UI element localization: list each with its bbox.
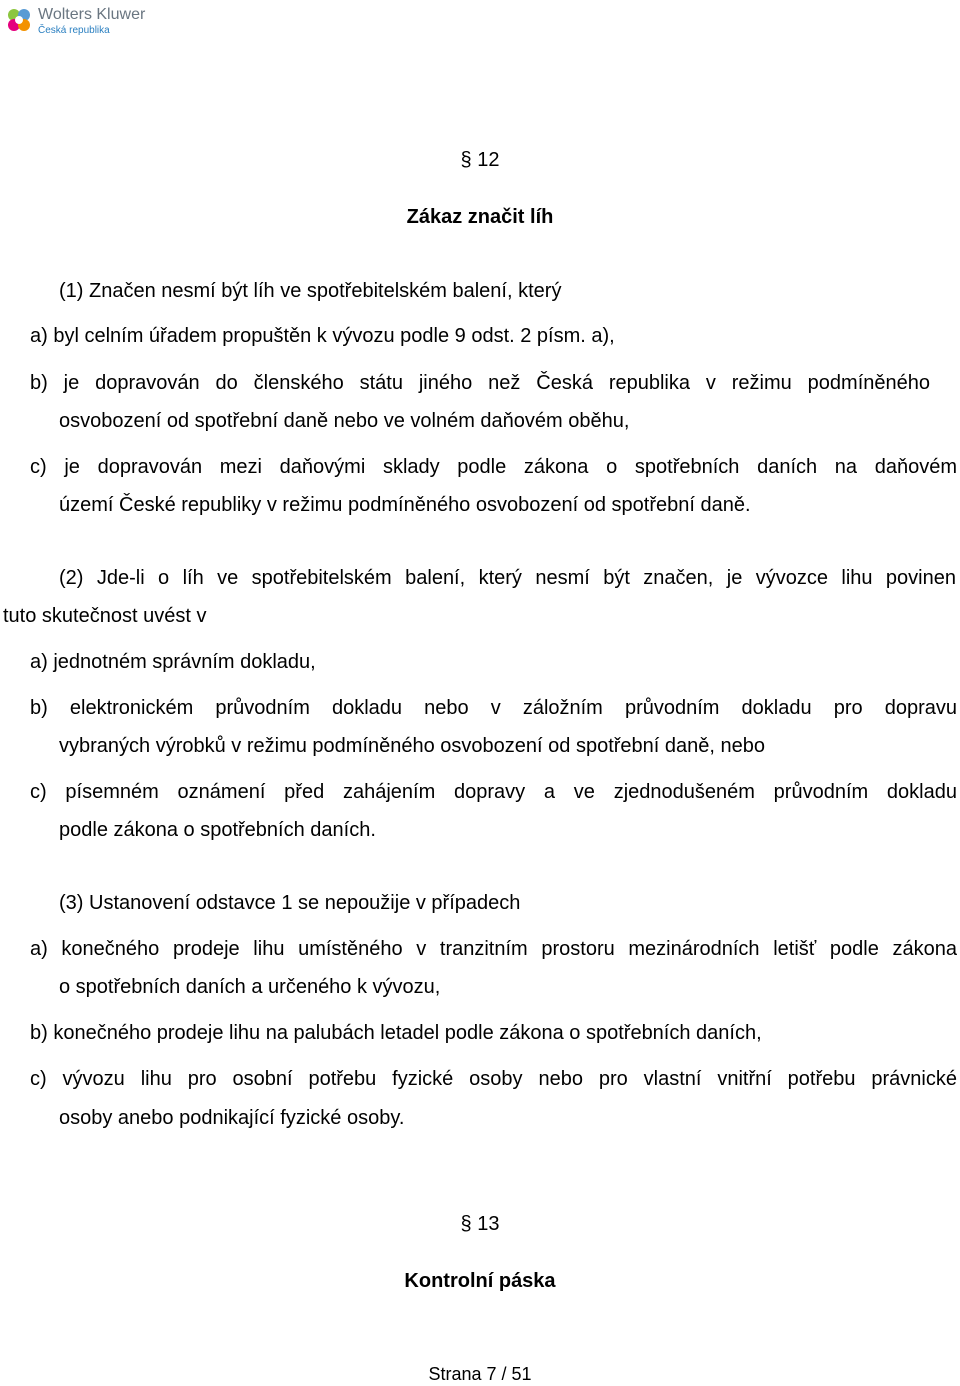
item-2b-line-1: b) elektronickém průvodním dokladu nebo v záložním průvodním dokladu pro dopravu xyxy=(30,697,957,719)
item-2c-line-1: c) písemném oznámení před zahájením dopravy a ve zjednodušeném průvodním dokladu xyxy=(30,781,957,803)
item-1b-line-1: b) je dopravován do členského státu jiného než Česká republika v režimu podmíněného xyxy=(30,372,930,394)
page-number: Strana 7 / 51 xyxy=(428,1364,532,1384)
logo-subtitle: Česká republika xyxy=(38,25,110,36)
item-2b-line-2: vybraných výrobků v režimu podmíněného osvobození od spotřební daně, nebo xyxy=(59,735,765,757)
paragraph-2-line-1: (2) Jde-li o líh ve spotřebitelském balení, který nesmí být značen, je vývozce lihu povinen xyxy=(59,567,956,589)
logo-name: Wolters Kluwer xyxy=(38,6,146,23)
section-number: § 13 xyxy=(460,1213,500,1235)
item-3c-line-2: osoby anebo podnikající fyzické osoby. xyxy=(59,1107,405,1129)
item-1a: a) byl celním úřadem propuštěn k vývozu podle 9 odst. 2 písm. a), xyxy=(30,325,615,347)
item-3b: b) konečného prodeje lihu na palubách letadel podle zákona o spotřebních daních, xyxy=(30,1022,762,1044)
item-2a: a) jednotném správním dokladu, xyxy=(30,651,316,673)
item-2c-line-2: podle zákona o spotřebních daních. xyxy=(59,819,376,841)
publisher-logo xyxy=(4,4,144,38)
section-title: Kontrolní páska xyxy=(404,1270,556,1292)
item-3a-line-1: a) konečného prodeje lihu umístěného v tranzitním prostoru mezinárodních letišť podle zákona xyxy=(30,938,957,960)
item-1c-line-1: c) je dopravován mezi daňovými sklady podle zákona o spotřebních daních na daňovém xyxy=(30,456,957,478)
paragraph-1-intro: (1) Značen nesmí být líh ve spotřebitelském balení, který xyxy=(59,280,562,302)
section-number: § 12 xyxy=(460,149,500,171)
wolters-kluwer-logo-icon xyxy=(4,5,34,35)
item-3a-line-2: o spotřebních daních a určeného k vývozu, xyxy=(59,976,441,998)
item-3c-line-1: c) vývozu lihu pro osobní potřebu fyzické osoby nebo pro vlastní vnitřní potřebu právnické xyxy=(30,1068,957,1090)
paragraph-3-intro: (3) Ustanovení odstavce 1 se nepoužije v případech xyxy=(59,892,521,914)
section-title: Zákaz značit líh xyxy=(406,206,554,228)
paragraph-2-line-2: tuto skutečnost uvést v xyxy=(3,605,207,627)
item-1c-line-2: území České republiky v režimu podmíněného osvobození od spotřební daně. xyxy=(59,494,751,516)
item-1b-line-2: osvobození od spotřební daně nebo ve volném daňovém oběhu, xyxy=(59,410,630,432)
